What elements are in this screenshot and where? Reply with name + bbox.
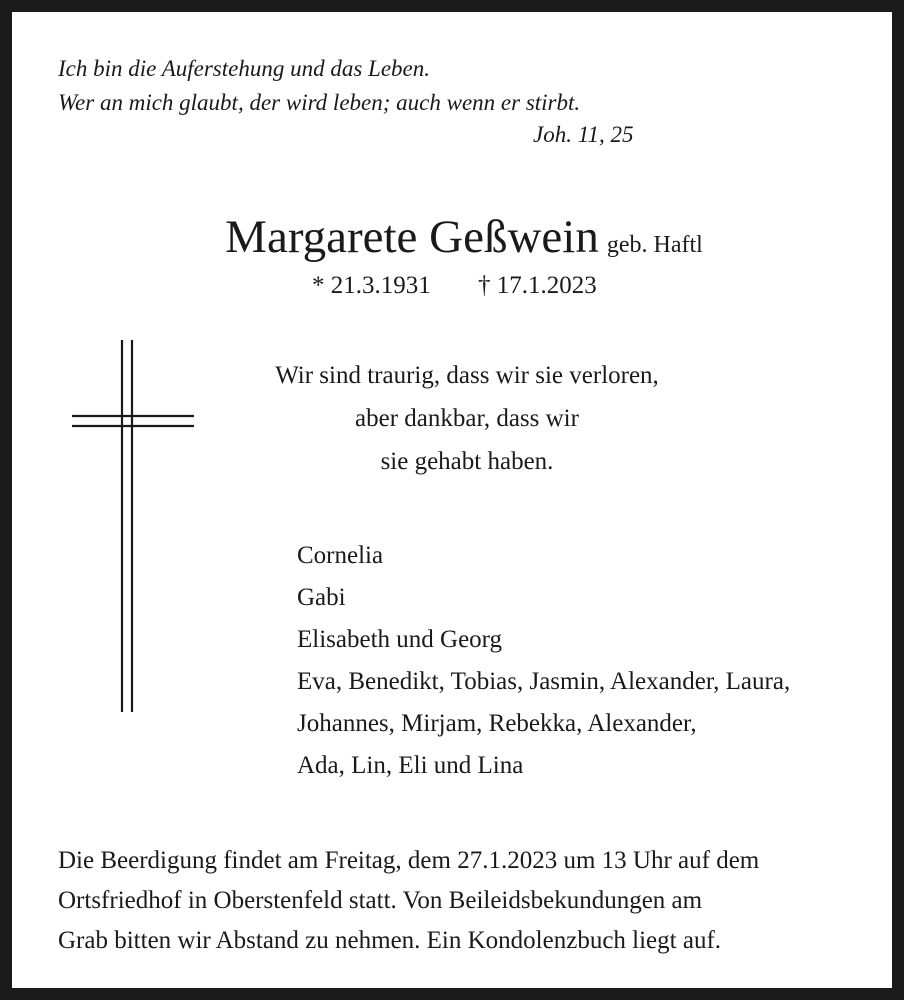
quote-line-3: sie gehabt haben. <box>380 448 554 475</box>
mourner-line: Eva, Benedikt, Tobias, Jasmin, Alexander, Laura, <box>297 668 791 695</box>
mourner-line: Gabi <box>297 584 346 611</box>
mourner-line: Johannes, Mirjam, Rebekka, Alexander, <box>297 710 697 737</box>
verse-line-1: Ich bin die Auferstehung und das Leben. <box>58 56 430 81</box>
funeral-notice-line-1: Die Beerdigung findet am Freitag, dem 27.1.2023 um 13 Uhr auf dem <box>58 847 760 874</box>
funeral-notice-line-2: Ortsfriedhof in Oberstenfeld statt. Von Beileidsbekundungen am <box>58 887 703 914</box>
mourner-line: Cornelia <box>297 542 384 569</box>
deceased-name: Margarete Geßwein <box>225 211 599 263</box>
verse-line-2: Wer an mich glaubt, der wird leben; auch wenn er stirbt. <box>58 90 581 115</box>
mourner-line: Elisabeth und Georg <box>297 626 503 653</box>
quote-line-1: Wir sind traurig, dass wir sie verloren, <box>275 362 659 389</box>
deceased-birth-name: geb. Haftl <box>606 232 703 258</box>
death-date: † 17.1.2023 <box>478 272 597 299</box>
funeral-notice-line-3: Grab bitten wir Abstand zu nehmen. Ein Kondolenzbuch liegt auf. <box>58 927 722 954</box>
birth-date: * 21.3.1931 <box>312 272 431 299</box>
cross-icon <box>70 338 196 714</box>
verse-reference: Joh. 11, 25 <box>533 122 634 147</box>
mourner-line: Ada, Lin, Eli und Lina <box>297 752 524 779</box>
quote-line-2: aber dankbar, dass wir <box>355 405 579 432</box>
deceased-name-line <box>12 210 904 264</box>
